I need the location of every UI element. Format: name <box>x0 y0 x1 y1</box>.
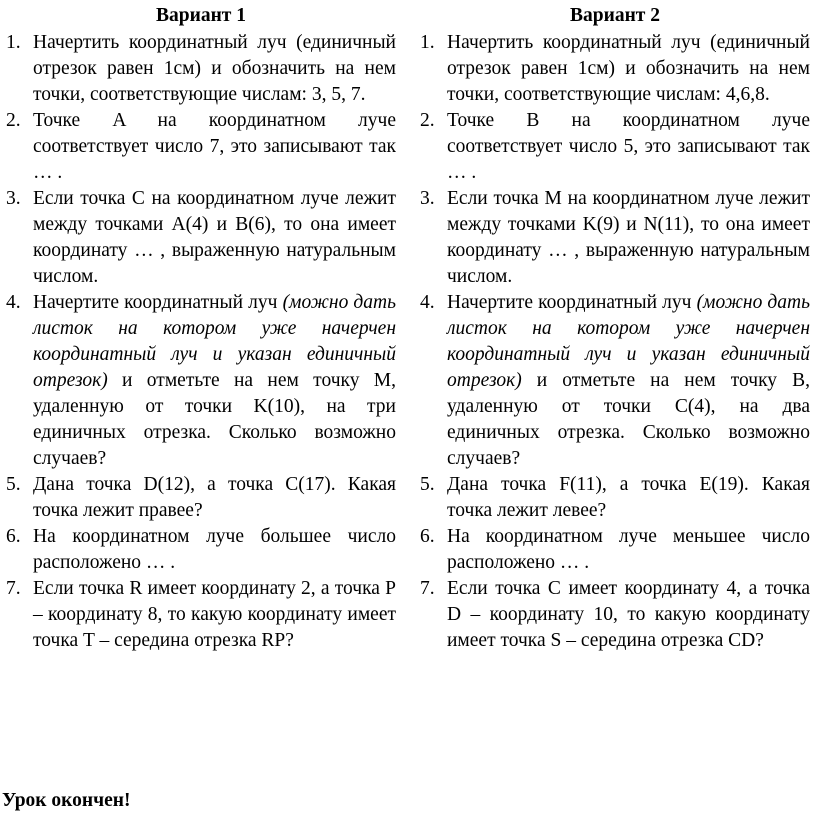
list-item <box>6 472 396 524</box>
variant-2-task-list <box>420 30 810 654</box>
task-number: 4. <box>6 292 21 313</box>
list-item <box>420 576 810 654</box>
list-item <box>6 30 396 108</box>
task-text: и отметьте на нем точку B, удаленную от точки C(4), на два единичных отрезка. Сколько возможно случаев? <box>447 370 810 469</box>
list-item <box>6 186 396 290</box>
task-number: 3. <box>6 188 21 209</box>
task-note: (можно дать листок на котором уже начерчен координатный луч и указан единичный отрезок) <box>447 292 810 391</box>
task-text: На координатном луче большее число расположено … . <box>33 526 396 573</box>
task-text: На координатном луче меньшее число расположено … . <box>447 526 810 573</box>
task-text: Точке B на координатном луче соответствует число 5, это записывают так … . <box>447 110 810 183</box>
task-number: 7. <box>420 578 435 599</box>
variant-2-title: Вариант 2 <box>569 5 661 26</box>
list-item <box>420 108 810 186</box>
list-item <box>420 30 810 108</box>
task-text: Дана точка D(12), а точка C(17). Какая точка лежит правее? <box>33 474 396 521</box>
task-number: 7. <box>6 578 21 599</box>
task-number: 1. <box>420 32 435 53</box>
task-text: Точке A на координатном луче соответствует число 7, это записывают так … . <box>33 110 396 183</box>
task-text: Если точка C имеет координату 4, а точка D – координату 10, то какую координату имеет точка S – середина отрезка CD? <box>447 578 810 651</box>
task-number: 2. <box>6 110 21 131</box>
task-number: 5. <box>6 474 21 495</box>
task-text: Начертите координатный луч <box>447 292 697 313</box>
task-number: 6. <box>6 526 21 547</box>
task-text: Если точка M на координатном луче лежит между точками K(9) и N(11), то она имеет координату … , выраженную натуральным числом. <box>447 188 810 287</box>
list-item <box>6 576 396 654</box>
task-number: 4. <box>420 292 435 313</box>
task-number: 2. <box>420 110 435 131</box>
task-text: Начертить координатный луч (единичный отрезок равен 1см) и обозначить на нем точки, соответствующие числам: 3, 5, 7. <box>33 32 396 105</box>
task-text: Дана точка F(11), а точка E(19). Какая точка лежит левее? <box>447 474 810 521</box>
task-number: 6. <box>420 526 435 547</box>
task-text: Если точка C на координатном луче лежит между точками A(4) и B(6), то она имеет координату … , выраженную натуральным числом. <box>33 188 396 287</box>
task-text: Начертить координатный луч (единичный отрезок равен 1см) и обозначить на нем точки, соответствующие числам: 4,6,8. <box>447 32 810 105</box>
lesson-end-text: Урок окончен! <box>2 790 131 811</box>
task-number: 3. <box>420 188 435 209</box>
list-item <box>6 524 396 576</box>
list-item <box>420 290 810 472</box>
task-text: Если точка R имеет координату 2, а точка P – координату 8, то какую координату имеет точка T – середина отрезка RP? <box>33 578 396 651</box>
task-text: и отметьте на нем точку M, удаленную от точки K(10), на три единичных отрезка. Сколько возможно случаев? <box>33 370 396 469</box>
list-item <box>6 108 396 186</box>
task-note: (можно дать листок на котором уже начерчен координатный луч и указан единичный отрезок) <box>33 292 396 391</box>
variant-2-column <box>420 4 810 654</box>
task-number: 1. <box>6 32 21 53</box>
list-item <box>420 186 810 290</box>
list-item <box>6 290 396 472</box>
task-text: Начертите координатный луч <box>33 292 283 313</box>
variant-1-task-list <box>6 30 396 654</box>
variant-1-title: Вариант 1 <box>155 5 247 26</box>
list-item <box>420 524 810 576</box>
list-item <box>420 472 810 524</box>
task-number: 5. <box>420 474 435 495</box>
variant-1-column <box>6 4 396 654</box>
